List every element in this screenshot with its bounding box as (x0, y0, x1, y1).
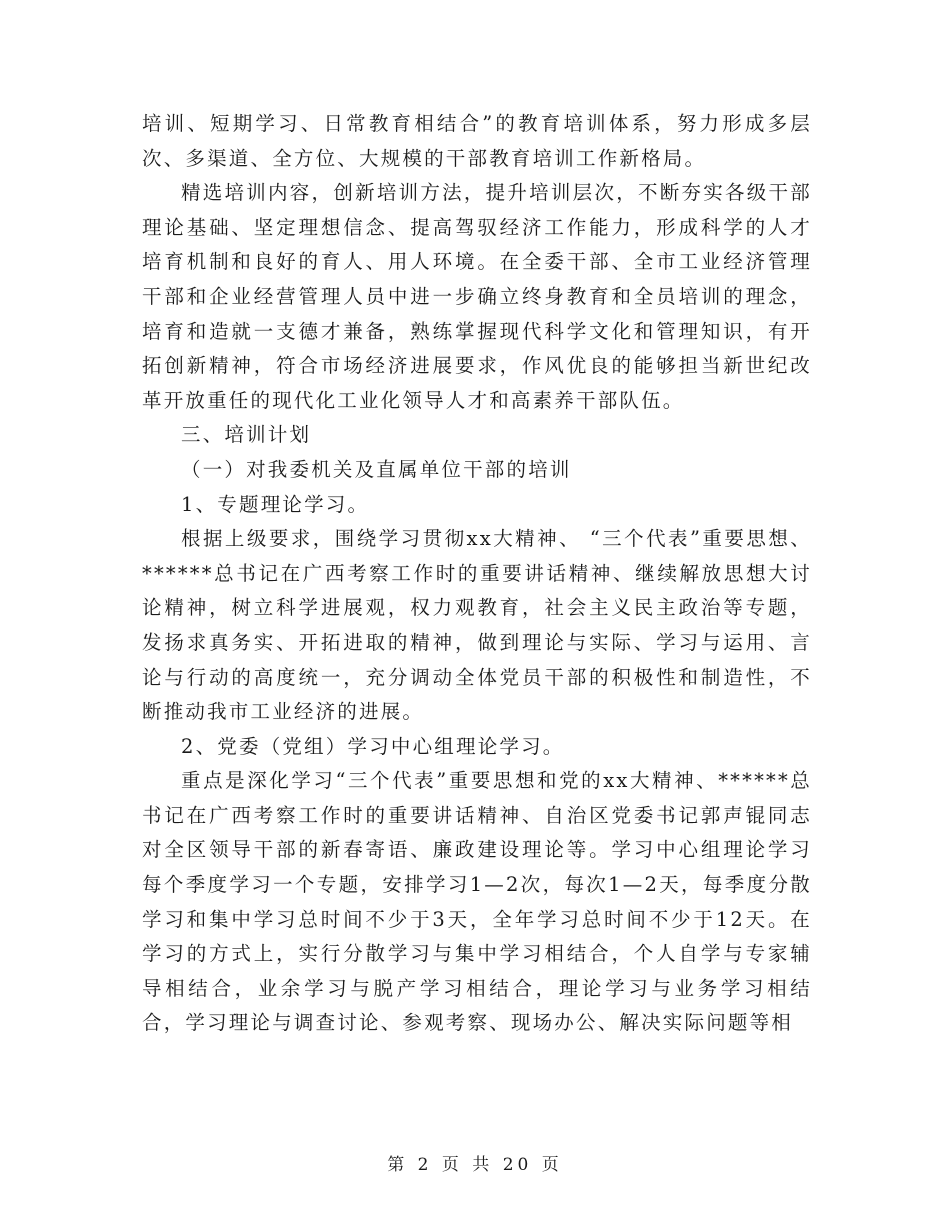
section-heading: 三、培训计划 (181, 423, 312, 447)
paragraph: 重点是深化学习“三个代表”重要思想和党的xx大精神、******总书记在广西考察工作时的重要讲话精神、自治区党委书记郭声锟同志对全区领导干部的新春寄语、廉政建设理论等。学习中心组理论学习每个季度学习一个专题，安排学习1—2次，每次1—2天，每季度分散学习和集中学习总时间不少于3天，全年学习总时间不少于12天。在学习的方式上，实行分散学习与集中学习相结合，个人自学与专家辅导相结合，业余学习与脱产学习相结合，理论学习与业务学习相结合，学习理论与调查讨论、参观考察、现场办公、解决实际问题等相 (142, 769, 812, 1035)
item-heading: 2、党委（党组）学习中心组理论学习。 (181, 734, 565, 758)
paragraph: 精选培训内容，创新培训方法，提升培训层次，不断夯实各级干部理论基础、坚定理想信念、提高驾驭经济工作能力，形成科学的人才培育机制和良好的育人、用人环境。在全委干部、全市工业经济管理干部和企业经营管理人员中进一步确立终身教育和全员培训的理念，培育和造就一支德才兼备，熟练掌握现代科学文化和管理知识，有开拓创新精神，符合市场经济进展要求，作风优良的能够担当新世纪改革开放重任的现代化工业化领导人才和高素养干部队伍。 (142, 181, 812, 412)
paragraph-continued: 培训、短期学习、日常教育相结合”的教育培训体系，努力形成多层次、多渠道、全方位、大规模的干部教育培训工作新格局。 (142, 112, 812, 170)
subsection-heading: （一）对我委机关及直属单位干部的培训 (181, 457, 572, 481)
document-body (142, 107, 812, 1041)
paragraph: 根据上级要求，围绕学习贯彻xx大精神、 “三个代表”重要思想、******总书记在广西考察工作时的重要讲话精神、继续解放思想大讨论精神，树立科学进展观，权力观教育，社会主义民主政治等专题，发扬求真务实、开拓进取的精神，做到理论与实际、学习与运用、言论与行动的高度统一，充分调动全体党员干部的积极性和制造性，不断推动我市工业经济的进展。 (142, 527, 812, 724)
item-heading: 1、专题理论学习。 (181, 492, 370, 516)
page-number-footer: 第 2 页 共 20 页 (387, 1155, 563, 1175)
